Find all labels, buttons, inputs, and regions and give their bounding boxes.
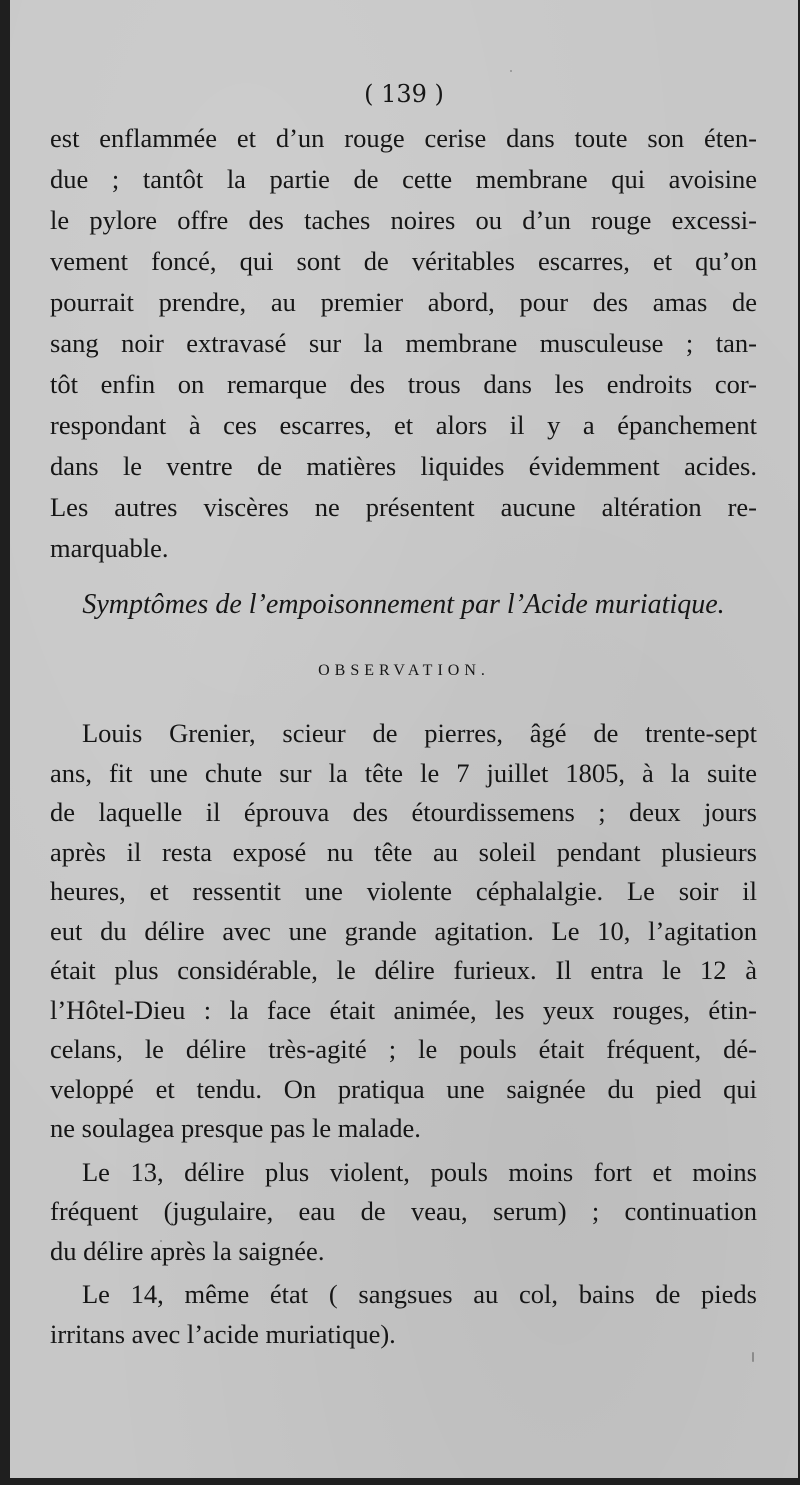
text-line: le pylore offre des taches noires ou d’un rouge excessi- [50, 205, 757, 235]
text-line: de laquelle il éprouva des étourdissemens ; deux jours [50, 797, 757, 827]
text-line: Le 14, même état ( sangsues au col, bains de pieds [82, 1279, 757, 1309]
observation-text [50, 714, 757, 1354]
paper-speck [160, 1240, 162, 1242]
text-line: marquable. [50, 533, 169, 563]
text-line: pourrait prendre, au premier abord, pour des amas de [50, 287, 757, 317]
text-line: respondant à ces escarres, et alors il y a épanchement [50, 410, 757, 440]
text-line: du délire après la saignée. [50, 1235, 325, 1266]
text-line: ans, fit une chute sur la tête le 7 juillet 1805, à la suite [50, 757, 757, 788]
text-line: veloppé et tendu. On pratiqua une saignée du pied qui [50, 1073, 757, 1104]
text-line: Le 13, délire plus violent, pouls moins fort et moins [82, 1156, 757, 1187]
text-line: vement foncé, qui sont de véritables escarres, et qu’on [50, 246, 757, 276]
observation-title: OBSERVATION. [318, 662, 490, 679]
text-line: eut du délire avec une grande agitation. Le 10, l’agitation [50, 915, 757, 946]
text-line: l’Hôtel-Dieu : la face était animée, les yeux rouges, étin- [50, 994, 757, 1025]
text-line: Louis Grenier, scieur de pierres, âgé de trente-sept [82, 718, 757, 748]
text-line: est enflammée et d’un rouge cerise dans toute son éten- [50, 123, 757, 153]
paper-speck [752, 1352, 754, 1362]
page-number: ( 139 ) [364, 80, 444, 108]
text-line: heures, et ressentit une violente céphalalgie. Le soir il [50, 876, 757, 906]
text-line: ne soulagea presque pas le malade. [50, 1113, 421, 1143]
section-heading: Symptômes de l’empoisonnement par l’Acide muriatique. [82, 589, 725, 620]
text-line: irritans avec l’acide muriatique). [50, 1318, 396, 1349]
scan-border [0, 1478, 800, 1485]
text-line: après il resta exposé nu tête au soleil pendant plusieurs [50, 836, 757, 867]
text-line: sang noir extravasé sur la membrane musculeuse ; tan- [50, 328, 757, 358]
text-line: celans, le délire très-agité ; le pouls était fréquent, dé- [50, 1034, 757, 1064]
text-line: dans le ventre de matières liquides évidemment acides. [50, 451, 757, 481]
paragraph-continued [50, 118, 757, 569]
text-line: Les autres viscères ne présentent aucune altération re- [50, 492, 757, 522]
text-line: tôt enfin on remarque des trous dans les endroits cor- [50, 369, 757, 399]
text-line: due ; tantôt la partie de cette membrane qui avoisine [50, 164, 757, 194]
text-line: était plus considérable, le délire furieux. Il entra le 12 à [50, 955, 757, 985]
paper-speck [510, 70, 512, 72]
book-page [10, 0, 798, 1478]
text-line: fréquent (jugulaire, eau de veau, serum) ; continuation [50, 1196, 757, 1226]
